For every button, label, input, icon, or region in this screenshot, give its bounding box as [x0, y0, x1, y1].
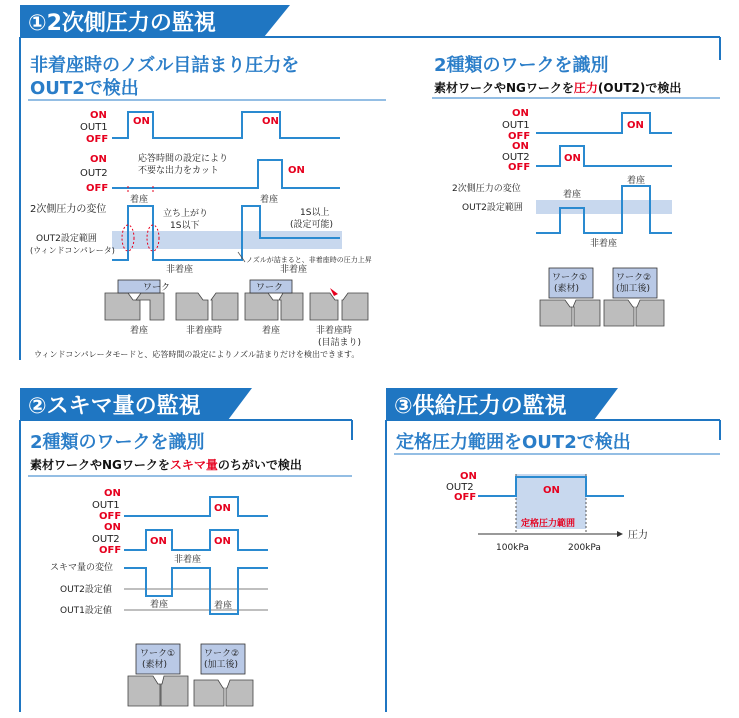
s2-out2-wave — [124, 530, 268, 550]
s1r-seated-2: 着座 — [627, 176, 646, 186]
s2-work1-a: ワーク① — [140, 649, 176, 659]
s2-out2-pulse1-on: ON — [150, 536, 167, 547]
s2-seated-1: 着座 — [150, 600, 169, 610]
s1l-cap-seated-2: 着座 — [262, 326, 281, 336]
s1l-nozzle-2 — [176, 293, 238, 320]
s2-out1-set: OUT1設定値 — [60, 606, 112, 616]
s1r-unseated: 非着座 — [590, 239, 618, 249]
s1l-cap-unseated: 非着座時 — [186, 326, 223, 336]
s3-pulse-on: ON — [543, 485, 560, 496]
s1r-disp-label: 2次側圧力の変位 — [452, 184, 521, 194]
s2-work2-a: ワーク② — [204, 649, 240, 659]
s1l-footnote: ウィンドコンパレータモードと、応答時間の設定によりノズル詰まりだけを検出できます。 — [34, 350, 360, 359]
s2-seated-2: 着座 — [214, 601, 233, 611]
s2-out1-off: OFF — [99, 511, 122, 522]
s1l-note-line2: 不要な出力をカット — [138, 166, 219, 176]
s1r-out1-wave — [536, 113, 672, 133]
s3-p2: 200kPa — [568, 543, 601, 553]
s1r-range-band — [536, 200, 672, 214]
s1r-out2-off: OFF — [508, 162, 531, 173]
s1l-nozzle-4 — [310, 288, 368, 320]
s1r-work2-a: ワーク② — [616, 273, 652, 283]
s2-out2-off: OFF — [99, 545, 122, 556]
s2-subheading: 素材ワークやNGワークをスキマ量のちがいで検出 — [30, 458, 302, 472]
s1r-out2-wave — [536, 146, 672, 166]
s1l-out2-on: ON — [90, 154, 107, 165]
s2-out1-wave — [124, 497, 268, 516]
s2-work2-b: (加工後) — [204, 660, 239, 670]
s1r-out2-pulse-on: ON — [564, 153, 581, 164]
s3-on: ON — [460, 471, 477, 482]
s1r-out1-label: OUT1 — [502, 120, 530, 131]
s2-disp-label: スキマ量の変位 — [50, 563, 114, 573]
s1r-work2-b: (加工後) — [616, 284, 651, 294]
s1l-cap-clog: (目詰まり) — [318, 338, 362, 348]
s1r-out1-on: ON — [512, 108, 529, 119]
s1l-out2-pulse-on: ON — [288, 165, 305, 176]
s3-p1: 100kPa — [496, 543, 529, 553]
s1l-range-band — [112, 231, 342, 249]
s1-right-heading: 2種類のワークを識別 — [434, 55, 609, 76]
s2-out1-pulse-on: ON — [214, 503, 231, 514]
s1l-out1-label: OUT1 — [80, 122, 108, 133]
s1r-out1-pulse-on: ON — [627, 120, 644, 131]
s1l-rise-line1: 立ち上がり — [163, 209, 209, 219]
s1l-cap-unseated-2: 非着座時 — [316, 326, 353, 336]
s1l-work-1: ワーク — [143, 283, 171, 293]
s2-disp-wave — [124, 568, 268, 614]
s1r-seated-1: 着座 — [563, 190, 582, 200]
s1l-range-label1: OUT2設定範囲 — [36, 234, 97, 244]
s3-out2-label: OUT2 — [446, 482, 474, 493]
s1r-out2-label: OUT2 — [502, 152, 530, 163]
s1l-out2-label: OUT2 — [80, 168, 108, 179]
section1-title: ①2次側圧力の監視 — [28, 11, 216, 36]
s3-off: OFF — [454, 492, 477, 503]
s2-unseated: 非着座 — [174, 555, 202, 565]
s1r-out2-on: ON — [512, 141, 529, 152]
s1l-cap-seated-1: 着座 — [130, 326, 149, 336]
s2-out1-label: OUT1 — [92, 500, 120, 511]
s1l-seated-1: 着座 — [130, 195, 149, 205]
s3-axis-label: 圧力 — [628, 530, 648, 541]
s1l-out1-off: OFF — [86, 134, 109, 145]
s2-heading: 2種類のワークを識別 — [30, 432, 205, 453]
s1l-hold-line1: 1S以上 — [300, 208, 330, 218]
s1r-range-label: OUT2設定範囲 — [462, 203, 523, 213]
section3-title: ③供給圧力の監視 — [394, 394, 567, 419]
s1-left-heading-line1: 非着座時のノズル目詰まり圧力を — [30, 55, 300, 76]
s1-right-subheading: 素材ワークやNGワークを圧力(OUT2)で検出 — [434, 81, 682, 95]
s1l-disp-label: 2次側圧力の変位 — [30, 204, 107, 215]
s1l-unseated-2: 非着座 — [280, 265, 308, 275]
s1l-out1-on: ON — [90, 110, 107, 121]
s1l-work-2: ワーク — [256, 283, 284, 293]
s1l-hold-line2: (設定可能) — [290, 220, 334, 230]
s1-left-heading-line2: OUT2で検出 — [30, 78, 139, 99]
s2-out1-on: ON — [104, 488, 121, 499]
s1r-out1-off: OFF — [508, 131, 531, 142]
s2-out2-pulse2-on: ON — [214, 536, 231, 547]
s1l-seated-2: 着座 — [260, 195, 279, 205]
s2-out2-on: ON — [104, 522, 121, 533]
s1l-out1-pulse2-on: ON — [262, 116, 279, 127]
s2-out2-set: OUT2設定値 — [60, 585, 112, 595]
s1l-out1-pulse1-on: ON — [133, 116, 150, 127]
s1r-work1-b: (素材) — [554, 284, 580, 294]
s1l-note-line1: 応答時間の設定により — [138, 154, 229, 164]
s1r-work1-a: ワーク① — [552, 273, 588, 283]
s2-out2-label: OUT2 — [92, 534, 120, 545]
s1l-unseated-1: 非着座 — [166, 265, 194, 275]
s1l-out2-off: OFF — [86, 183, 109, 194]
s3-range-label: 定格圧力範囲 — [521, 519, 576, 529]
s1l-clog-note: ノズルが詰まると、非着座時の圧力上昇 — [246, 256, 372, 264]
s2-work1-b: (素材) — [142, 660, 168, 670]
s1l-range-label2: (ウィンドコンパレータ) — [30, 246, 115, 255]
section2-title: ②スキマ量の監視 — [28, 394, 201, 419]
s3-heading: 定格圧力範囲をOUT2で検出 — [396, 432, 631, 453]
s1l-rise-line2: 1S以下 — [170, 221, 200, 231]
